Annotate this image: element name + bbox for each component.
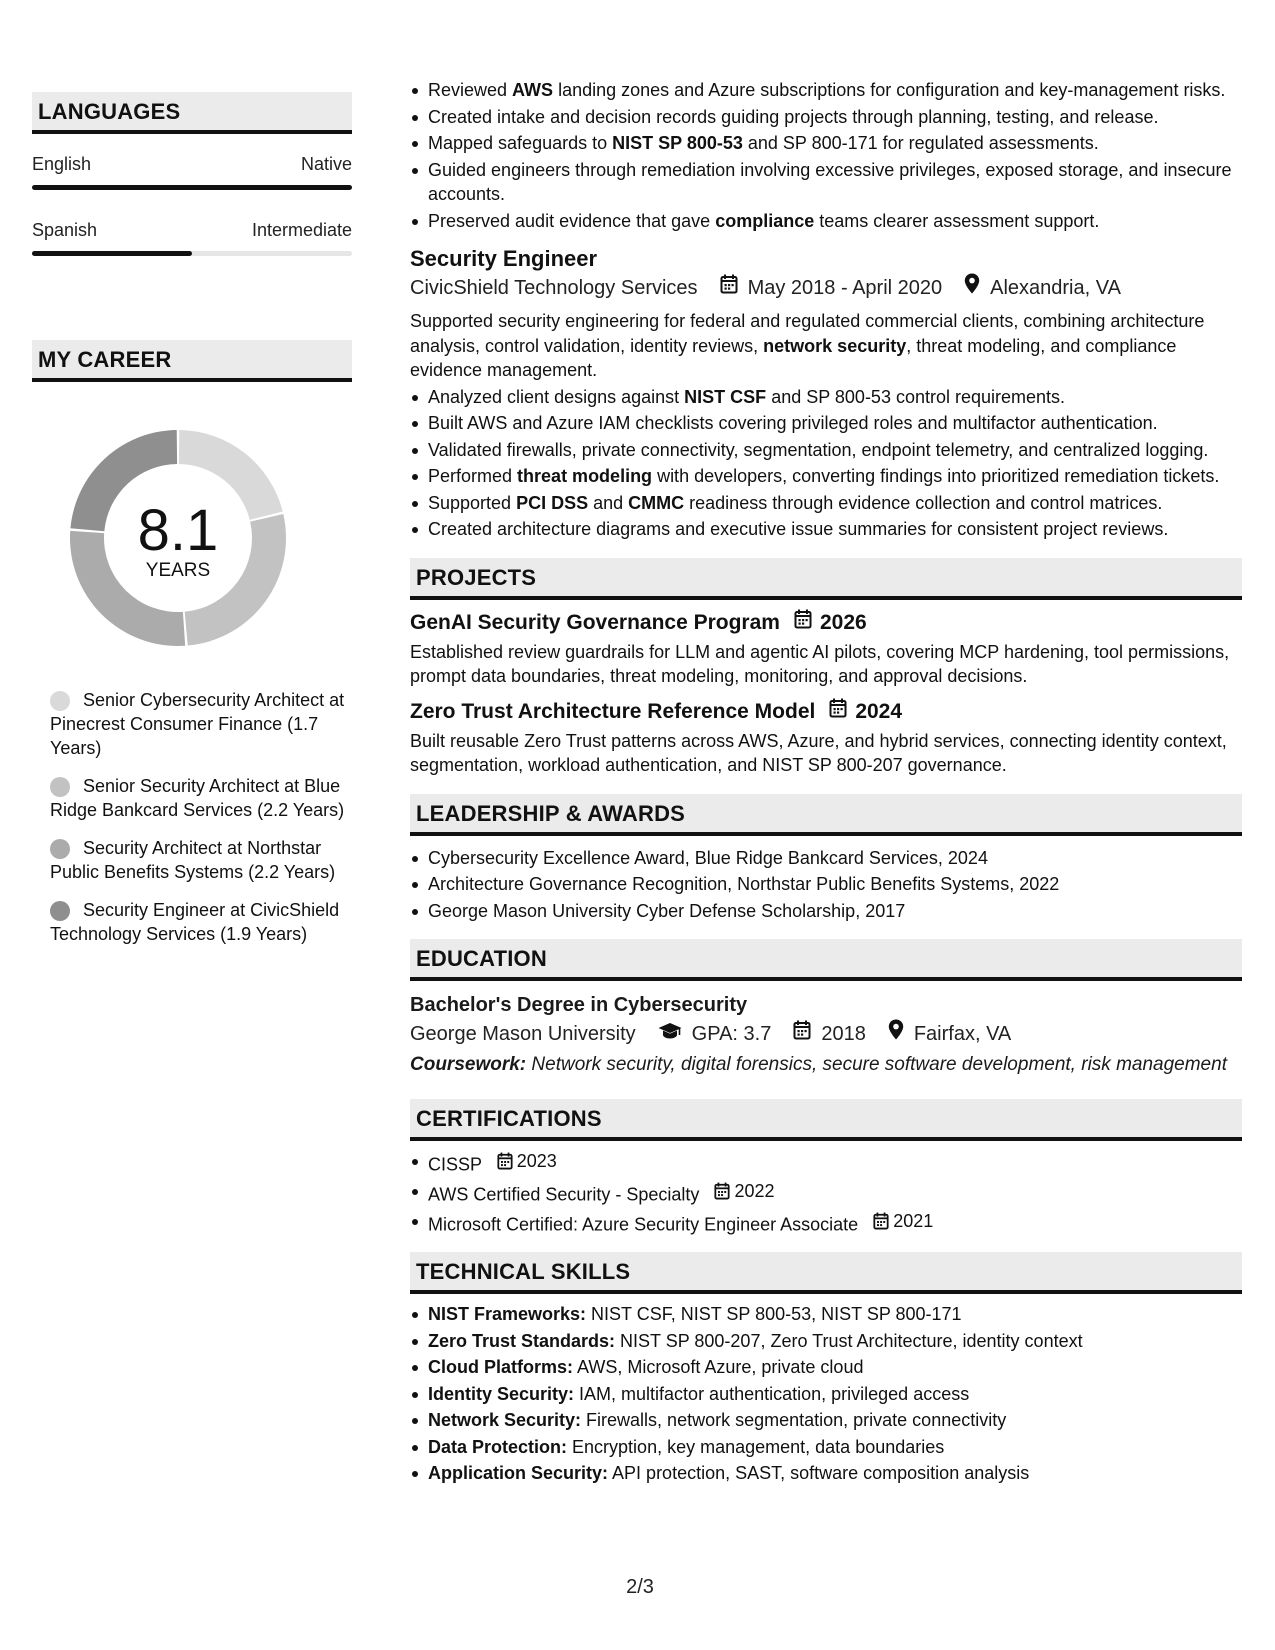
bullet-item: Guided engineers through remediation involving excessive privileges, exposed storage, and insecure accounts. <box>428 158 1242 207</box>
project-item <box>410 697 1242 778</box>
job-summary: Supported security engineering for federal and regulated commercial clients, combining architecture analysis, control validation, identity reviews, network security, threat modeling, and compliance evidence management. <box>410 311 1205 380</box>
project-description: Established review guardrails for LLM and agentic AI pilots, covering MCP hardening, tool permissions, prompt data boundaries, threat modeling, monitoring, and approval decisions. <box>410 641 1230 686</box>
certification-year: 2023 <box>516 1151 557 1171</box>
career-legend-item <box>50 774 350 822</box>
gpa: GPA: 3.7 <box>691 1023 772 1045</box>
language-name: English <box>32 154 92 174</box>
calendar-icon <box>829 697 847 727</box>
certifications-section <box>410 1099 1242 1236</box>
school-location: Fairfax, VA <box>913 1023 1012 1045</box>
legend-dot-icon <box>50 839 70 859</box>
language-name: Spanish <box>32 220 98 240</box>
bullet-item: Validated firewalls, private connectivity, segmentation, endpoint telemetry, and centralized logging. <box>428 438 1242 463</box>
education-section <box>410 939 1242 1077</box>
calendar-icon <box>793 1019 811 1049</box>
calendar-icon <box>720 273 738 303</box>
job-meta <box>410 273 1242 303</box>
certification-name: Microsoft Certified: Azure Security Engineer Associate <box>428 1213 859 1234</box>
certifications-heading: CERTIFICATIONS <box>410 1099 1242 1141</box>
skill-item: Cloud Platforms: AWS, Microsoft Azure, private cloud <box>428 1355 1242 1380</box>
language-proficiency-bar <box>32 251 352 256</box>
bullet-item: Preserved audit evidence that gave compliance teams clearer assessment support. <box>428 209 1242 234</box>
degree-title: Bachelor's Degree in Cybersecurity <box>410 994 748 1016</box>
project-description: Built reusable Zero Trust patterns across AWS, Azure, and hybrid services, connecting identity context, segmentation, workload authentication, and NIST SP 800-207 governance. <box>410 730 1227 775</box>
project-year: 2024 <box>855 699 903 723</box>
career-legend-item <box>50 688 350 760</box>
projects-section <box>410 558 1242 778</box>
certification-item <box>428 1209 1242 1237</box>
legend-dot-icon <box>50 691 70 711</box>
bullet-item: Supported PCI DSS and CMMC readiness through evidence collection and control matrices. <box>428 491 1242 516</box>
legend-dot-icon <box>50 777 70 797</box>
career-legend-label: Security Architect at Northstar Public Benefits Systems (2.2 Years) <box>50 838 336 882</box>
language-proficiency-fill <box>32 185 352 190</box>
projects-heading: PROJECTS <box>410 558 1242 600</box>
certification-year: 2022 <box>734 1180 775 1201</box>
page-number: 2/3 <box>626 1576 654 1598</box>
graduation-year: 2018 <box>821 1023 866 1045</box>
skills-list <box>410 1302 1242 1486</box>
project-year: 2026 <box>819 610 867 634</box>
award-item: Architecture Governance Recognition, Northstar Public Benefits Systems, 2022 <box>428 872 1242 897</box>
skill-item: Network Security: Firewalls, network segmentation, private connectivity <box>428 1408 1242 1433</box>
skill-item: Application Security: API protection, SAST, software composition analysis <box>428 1461 1242 1486</box>
skill-item: NIST Frameworks: NIST CSF, NIST SP 800-53, NIST SP 800-171 <box>428 1302 1242 1327</box>
certification-name: AWS Certified Security - Specialty <box>428 1184 700 1204</box>
job-entry <box>410 245 1242 542</box>
map-pin-icon <box>888 1019 904 1049</box>
calendar-icon <box>794 608 812 638</box>
education-meta <box>410 1019 1242 1049</box>
career-legend-item <box>50 836 350 884</box>
job-location: Alexandria, VA <box>990 277 1121 299</box>
job-dates: May 2018 - April 2020 <box>747 277 943 299</box>
bullet-item: Created architecture diagrams and executive issue summaries for consistent project reviews. <box>428 517 1242 542</box>
certification-item <box>428 1179 1242 1207</box>
language-item <box>32 154 352 190</box>
languages-heading: LANGUAGES <box>32 92 352 134</box>
job-title: Security Engineer <box>410 246 598 271</box>
graduation-cap-icon <box>658 1019 682 1049</box>
bullet-item: Built AWS and Azure IAM checklists covering privileged roles and multifactor authentication. <box>428 411 1242 436</box>
awards-section <box>410 794 1242 924</box>
certifications-list <box>410 1149 1242 1236</box>
job-company: CivicShield Technology Services <box>410 277 698 299</box>
job-bullets <box>410 385 1242 542</box>
language-level: Native <box>300 154 352 174</box>
languages-section <box>32 92 352 256</box>
award-item: Cybersecurity Excellence Award, Blue Ridge Bankcard Services, 2024 <box>428 846 1242 871</box>
coursework: Coursework: Network security, digital forensics, secure software development, risk management <box>410 1054 1227 1075</box>
career-legend-label: Security Engineer at CivicShield Technology Services (1.9 Years) <box>50 900 340 944</box>
project-item <box>410 608 1242 689</box>
career-legend-label: Senior Security Architect at Blue Ridge Bankcard Services (2.2 Years) <box>50 776 345 820</box>
career-donut-chart <box>66 426 290 650</box>
calendar-icon <box>714 1182 730 1200</box>
previous-job-bullets <box>410 78 1242 233</box>
skill-item: Identity Security: IAM, multifactor authentication, privileged access <box>428 1382 1242 1407</box>
project-title: GenAI Security Governance Program <box>410 610 780 634</box>
bullet-item: Created intake and decision records guiding projects through planning, testing, and release. <box>428 105 1242 130</box>
skills-heading: TECHNICAL SKILLS <box>410 1252 1242 1294</box>
total-years-value: 8.1 <box>137 498 219 563</box>
bullet-item: Mapped safeguards to NIST SP 800-53 and SP 800-171 for regulated assessments. <box>428 131 1242 156</box>
awards-heading: LEADERSHIP & AWARDS <box>410 794 1242 836</box>
language-item <box>32 220 352 256</box>
calendar-icon <box>497 1152 513 1170</box>
total-years-unit: YEARS <box>145 560 211 581</box>
skill-item: Zero Trust Standards: NIST SP 800-207, Zero Trust Architecture, identity context <box>428 1329 1242 1354</box>
certification-item <box>428 1149 1242 1177</box>
award-item: George Mason University Cyber Defense Scholarship, 2017 <box>428 899 1242 924</box>
map-pin-icon <box>964 273 980 303</box>
certification-name: CISSP <box>428 1154 482 1175</box>
career-legend <box>50 688 350 960</box>
bullet-item: Reviewed AWS landing zones and Azure subscriptions for configuration and key-management risks. <box>428 78 1242 103</box>
career-legend-label: Senior Cybersecurity Architect at Pinecrest Consumer Finance (1.7 Years) <box>50 690 345 758</box>
language-proficiency-fill <box>32 251 192 256</box>
bullet-item: Analyzed client designs against NIST CSF and SP 800-53 control requirements. <box>428 385 1242 410</box>
right-column <box>410 78 1242 1488</box>
school-name: George Mason University <box>410 1023 636 1045</box>
awards-list <box>410 846 1242 924</box>
career-heading: MY CAREER <box>32 340 352 382</box>
calendar-icon <box>873 1212 889 1230</box>
skills-section <box>410 1252 1242 1486</box>
skill-item: Data Protection: Encryption, key management, data boundaries <box>428 1435 1242 1460</box>
language-level: Intermediate <box>251 220 352 240</box>
education-heading: EDUCATION <box>410 939 1242 981</box>
certification-year: 2021 <box>893 1210 934 1231</box>
legend-dot-icon <box>50 901 70 921</box>
project-title: Zero Trust Architecture Reference Model <box>410 699 816 723</box>
bullet-item: Performed threat modeling with developers, converting findings into prioritized remediation tickets. <box>428 464 1242 489</box>
language-proficiency-bar <box>32 185 352 190</box>
career-section <box>32 340 352 382</box>
career-legend-item <box>50 898 350 946</box>
